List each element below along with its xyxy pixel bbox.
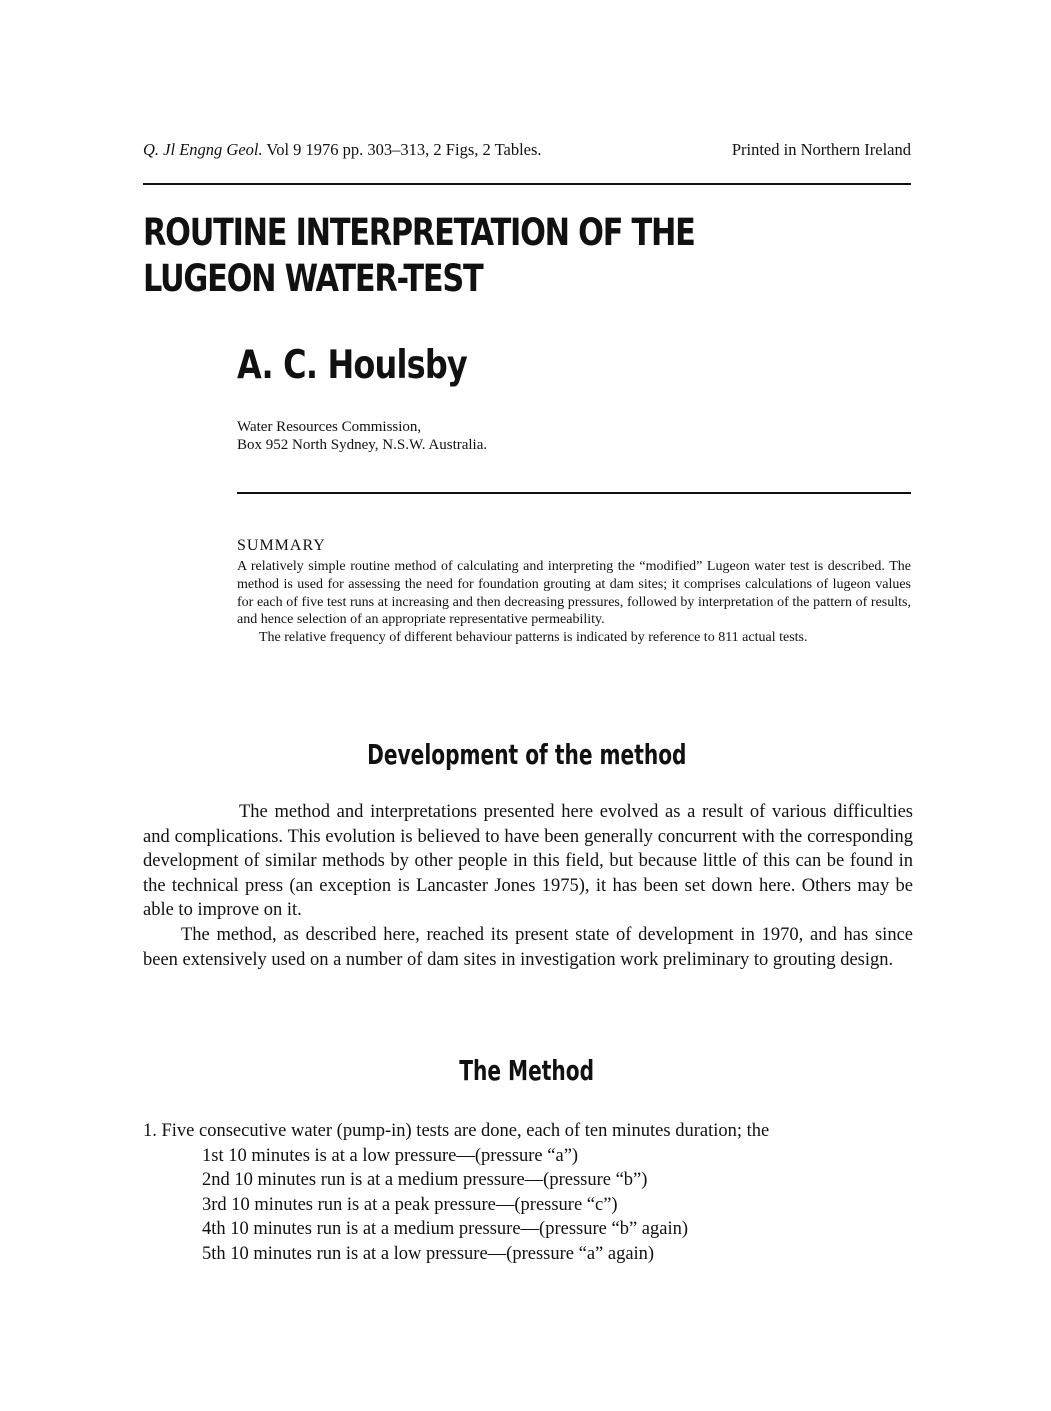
header-rule — [143, 183, 911, 185]
development-body — [143, 800, 913, 972]
summary-paragraph: The relative frequency of different behaviour patterns is indicated by reference to 811 actual tests. — [259, 630, 808, 646]
affiliation-rule — [237, 492, 911, 494]
sub-list-item: 2nd 10 minutes run is at a medium pressure—(pressure “b”) — [202, 1170, 648, 1191]
summary-text — [237, 558, 911, 647]
journal-volume-pages: Vol 9 1976 pp. 303–313, 2 Figs, 2 Tables. — [262, 140, 542, 159]
paper-title — [143, 210, 695, 302]
title-line-1: ROUTINE INTERPRETATION OF THE — [143, 211, 695, 254]
sub-list-item: 3rd 10 minutes run is at a peak pressure—(pressure “c”) — [202, 1194, 618, 1215]
list-item: 1. Five consecutive water (pump-in) tests are done, each of ten minutes duration; the — [143, 1121, 770, 1141]
section-heading-development: Development of the method — [367, 738, 687, 771]
author-affiliation — [237, 418, 487, 454]
summary-paragraph: A relatively simple routine method of calculating and interpreting the “modified” Lugeon water test is described. The method is used for assessing the need for foundation grouting at dam sites; it comprises calculations of lugeon values for each of five test runs at increasing and then decreasing pressures, followed by interpretation of the pattern of results, and hence selection of an appropriate representative permeability. — [237, 559, 911, 628]
affiliation-line-2: Box 952 North Sydney, N.S.W. Australia. — [237, 437, 488, 453]
summary-heading: SUMMARY — [237, 537, 326, 554]
journal-citation — [143, 140, 542, 160]
body-paragraph: The method and interpretations presented here evolved as a result of various difficulties and complications. This evolution is believed to have been generally concurrent with the corresponding development of similar methods by other people in this field, but because little of this can be found in the technical press (an exception is Lancaster Jones 1975), it has been set down here. Others may be able to improve on it. — [143, 802, 913, 921]
author-name: A. C. Houlsby — [237, 343, 467, 388]
affiliation-line-1: Water Resources Commission, — [237, 419, 422, 435]
method-list — [143, 1119, 923, 1267]
title-line-2: LUGEON WATER-TEST — [143, 257, 483, 300]
sub-list-item: 5th 10 minutes run is at a low pressure—(pressure “a” again) — [202, 1243, 655, 1264]
body-paragraph: The method, as described here, reached its present state of development in 1970, and has since been extensively used on a number of dam sites in investigation work preliminary to grouting design. — [143, 924, 913, 970]
sub-list-item: 4th 10 minutes run is at a medium pressure—(pressure “b” again) — [202, 1219, 689, 1240]
sub-list-item: 1st 10 minutes is at a low pressure—(pressure “a”) — [202, 1145, 579, 1166]
journal-name: Q. Jl Engng Geol. — [143, 140, 263, 159]
printed-location: Printed in Northern Ireland — [731, 140, 911, 159]
section-heading-method: The Method — [459, 1054, 595, 1087]
